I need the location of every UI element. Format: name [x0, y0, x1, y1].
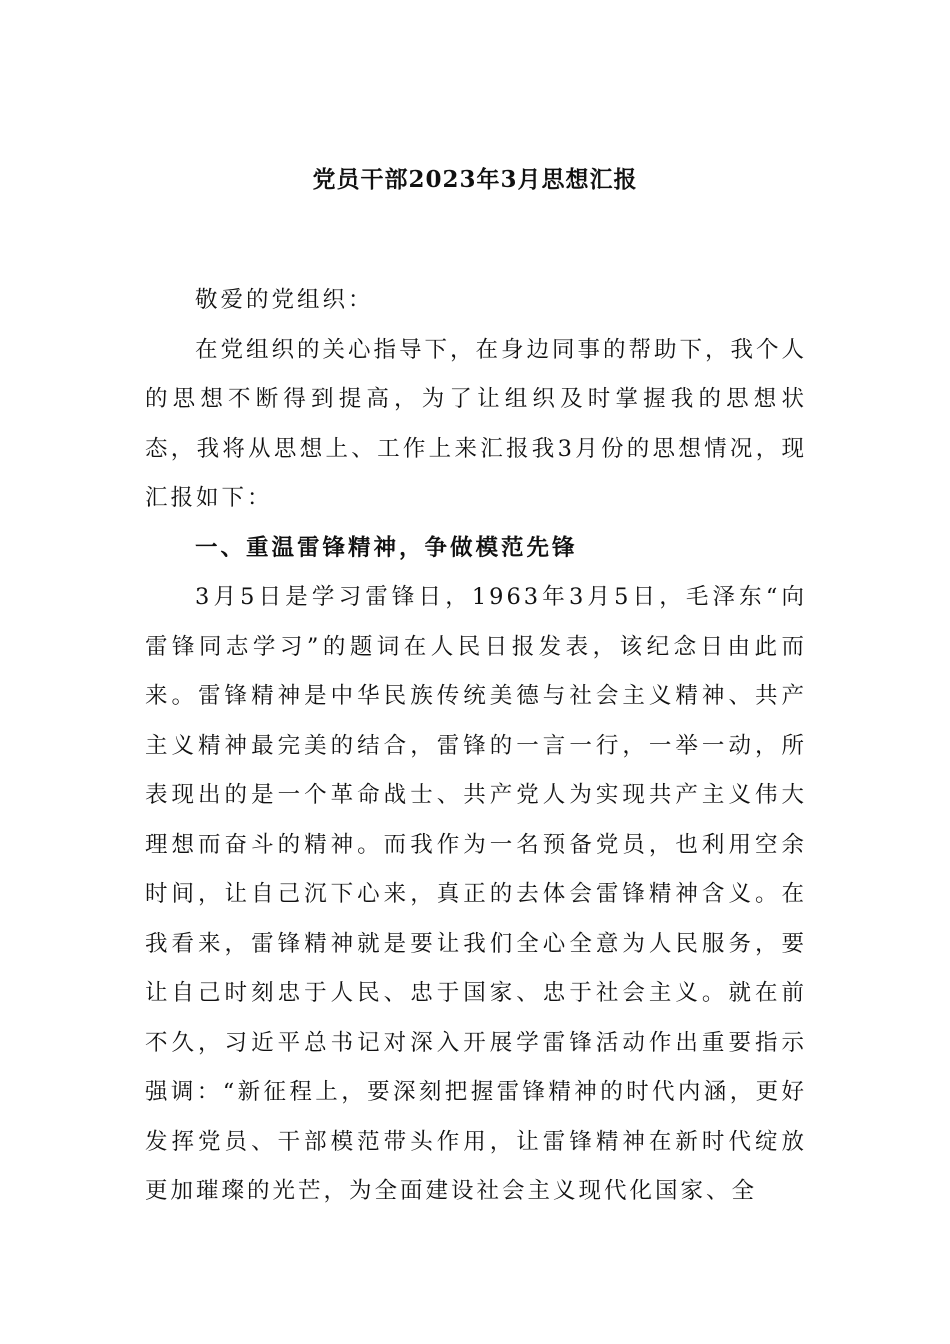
salutation: 敬爱的党组织： [195, 287, 374, 313]
section-paragraph: 3月5日是学习雷锋日，1963年3月5日，毛泽东“向雷锋同志学习”的题词在人民日报发表，该纪念日由此而来。雷锋精神是中华民族传统美德与社会主义精神、共产主义精神最完美的结合，雷锋的一言一行，一举一动，所表现出的是一个革命战士、共产党人为实现共产主义伟大理想而奋斗的精神。而我作为一名预备党员，也利用空余时间，让自己沉下心来，真正的去体会雷锋精神含义。在我看来，雷锋精神就是要让我们全心全意为人民服务，要让自己时刻忠于人民、忠于国家、忠于社会主义。就在前不久，习近平总书记对深入开展学雷锋活动作出重要指示强调：“新征程上，要深刻把握雷锋精神的时代内涵，更好发挥党员、干部模范带头作用，让雷锋精神在新时代绽放更加璀璨的光芒，为全面建设社会主义现代化国家、全 [145, 584, 807, 1204]
section-heading: 一、重温雷锋精神，争做模范先锋 [195, 534, 578, 561]
document-body [145, 276, 807, 1217]
document-title: 党员干部2023年3月思想汇报 [312, 166, 638, 193]
intro-paragraph: 在党组织的关心指导下，在身边同事的帮助下，我个人的思想不断得到提高，为了让组织及时掌握我的思想状态，我将从思想上、工作上来汇报我3月份的思想情况，现汇报如下： [145, 336, 808, 511]
